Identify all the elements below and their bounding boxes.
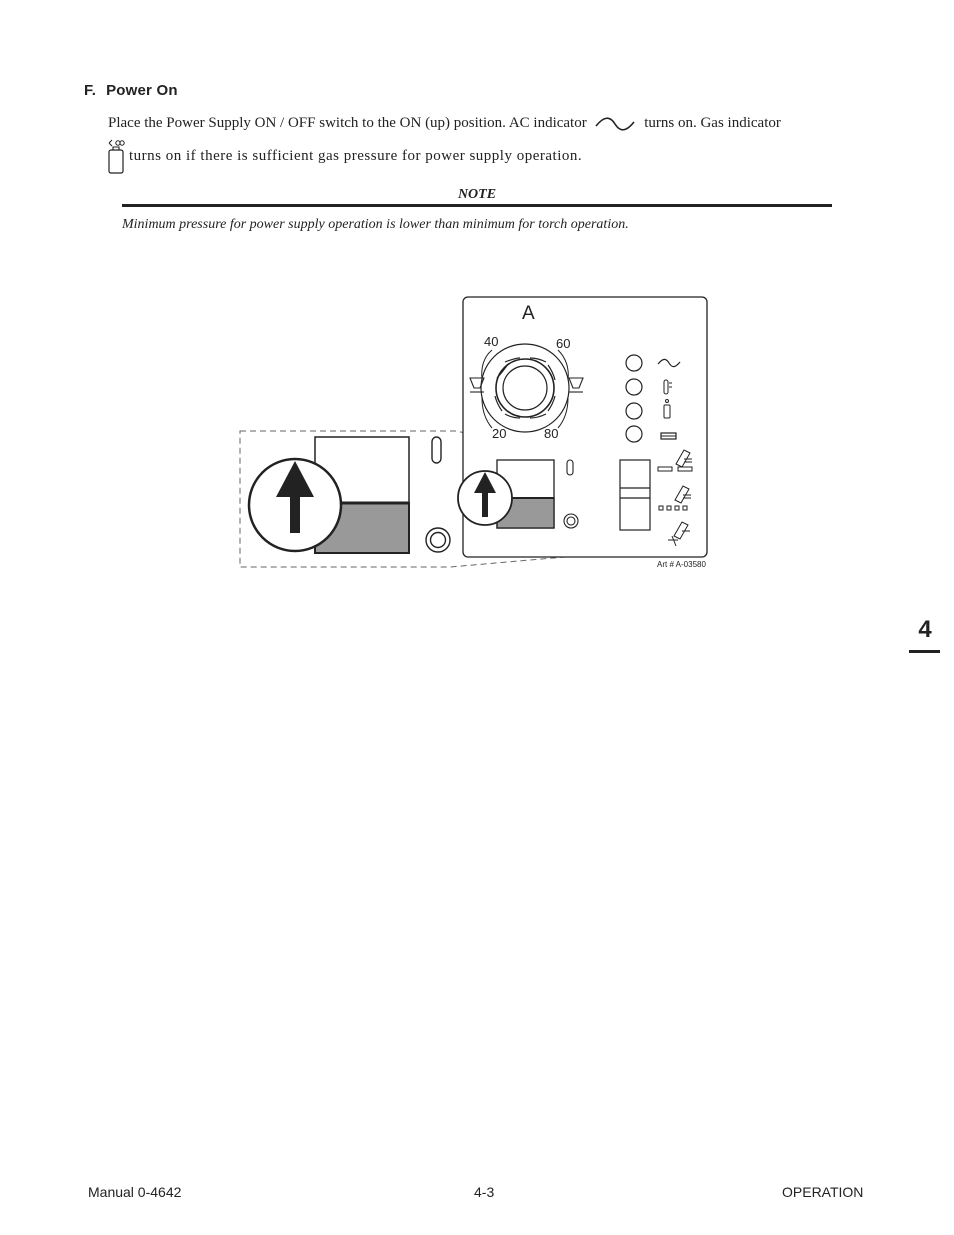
dial-label-60: 60	[556, 336, 571, 351]
panel-letter: A	[522, 303, 535, 324]
footer-manual-number: Manual 0-4642	[88, 1184, 182, 1200]
dial-label-80: 80	[544, 426, 559, 441]
fault-lamp	[626, 426, 642, 442]
instruction-text-2: turns on. Gas indicator	[644, 115, 781, 131]
dial-label-20: 20	[492, 426, 507, 441]
enlarged-lamp	[426, 528, 450, 552]
up-arrow-icon	[458, 471, 512, 525]
instruction-text-1: Place the Power Supply ON / OFF switch to the ON (up) position. AC indicator	[108, 115, 587, 131]
enlarged-slot	[432, 437, 441, 463]
section-tab-rule	[909, 650, 940, 653]
up-arrow-icon	[249, 459, 341, 551]
footer-page-number: 4-3	[474, 1184, 495, 1200]
mode-switch	[620, 460, 650, 530]
footer-chapter: OPERATION	[782, 1184, 864, 1200]
section-number: 4	[918, 616, 932, 643]
dial-label-40: 40	[484, 334, 499, 349]
art-number: Art # A-03580	[657, 560, 706, 569]
instruction-line-2: turns on if there is sufficient gas pressure for power supply operation.	[129, 148, 583, 164]
note-title: NOTE	[457, 187, 497, 202]
heading-letter: F.	[84, 82, 97, 99]
ac-lamp	[626, 355, 642, 371]
note-text: Minimum pressure for power supply operation is lower than minimum for torch operation.	[122, 217, 629, 232]
heading-title: Power On	[106, 82, 178, 99]
temp-lamp	[626, 379, 642, 395]
gas-lamp	[626, 403, 642, 419]
